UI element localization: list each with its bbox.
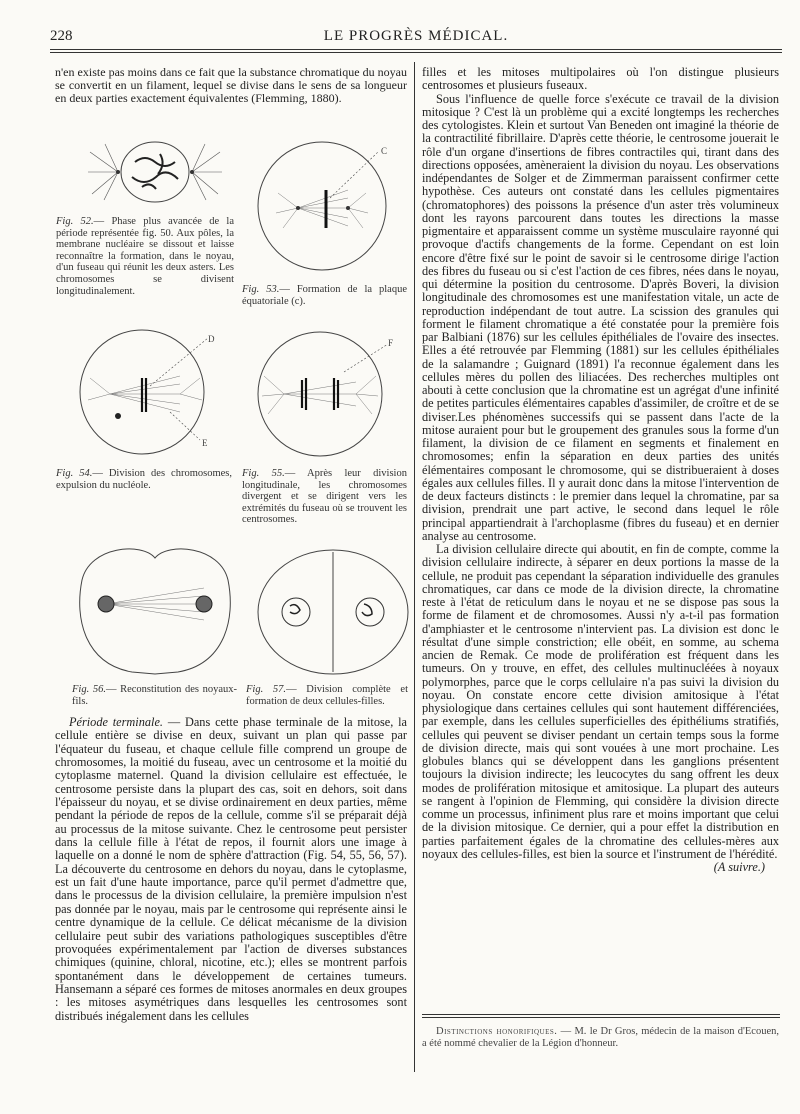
figure-57-label: Fig. 57. [246, 684, 287, 695]
figure-53-letter: C [381, 146, 388, 156]
header-rule [50, 49, 782, 50]
figure-55-caption [242, 468, 407, 526]
header-rule-thin [50, 52, 782, 53]
left-intro-text [55, 66, 407, 106]
right-paragraph-1: filles et les mitoses multipolaires où l'on distingue plusieurs centrosomes et plusieurs fuseaux. [422, 65, 779, 93]
running-title: LE PROGRÈS MÉDICAL. [323, 28, 509, 44]
figure-52-caption [56, 216, 234, 297]
figure-52 [80, 132, 230, 212]
figure-52-drawing [80, 132, 230, 212]
footnote-rule [422, 1014, 780, 1015]
right-paragraph-2: Sous l'influence de quelle force s'exécute ce travail de la division mitosique ? C'est là un problème qui a excité longtemps les recherches des cytologistes. Klein et surtout Van Beneden ont imaginé la théorie de la contractilité fibrillaire. D'après cette théorie, le centrosome jouerait le rôle d'un organe d'insertions de fibres contractiles qui, tirant dans des directions opposées, amèneraient la division du noyau. Les observations indépendantes de Solger et de Zimmerman paraissent confirmer cette hypothèse. Ces auteurs ont constaté dans les cellules pigmentaires (chromatophores) des poissons la présence d'un aster très volumineux dont les rayons parcourent dans toutes les directions la masse pigmentaire et apparaissent comme un système musculaire rayonné qui provoque d'actifs changements de la forme. Cependant on est loin encore d'être fixé sur le point de savoir si le centrosome dirige l'action des fibres du fuseau ou si c'est l'action de ces fibres, nées dans le noyau, qui détermine la position du centrosome. D'après Boveri, la division longitudinale des chromosomes est une manifestation vitale, un acte de reproduction indépendant de tout autre. La scission des granules qui forment le filament chromatique a été constatée pour la première fois par Balbiani (1876) sur les cellules épithéliales de l'ovaire des insectes. Elles a été retrouvée par Flemming (1881) sur les cellules épithéliales de la salamandre ; Guignard (1891) l'a reconnue également dans les cellules mères du pollen des liliacées. Des recherches multiples ont abouti à cette conclusion que la chromatine est un agrégat d'une infinité de petites particules élémentaires capables d'assimiler, de croître et de se diviser.Les phénomènes successifs qui se passent dans l'acte de la mitose auraient pour but le groupement des granules sous la forme d'un filament, la division de ce filament en segments et finalement en chromosomes; enfin la séparation en deux parties des unités élémentaires composant le chromosome, qui se distribueraient à doses égales aux cellules filles. Il y aurait donc dans la mitose l'intervention de de deux facteurs distincts : le premier dans lequel la chromatine, par sa division, prendrait une part active, le second dans lequel le rôle principal appartiendrait à l'archoplasme (fibres du fuseau) et en dernier analyse au centrosome. [422, 91, 780, 543]
section-heading: Période terminale. [69, 715, 163, 729]
figure-53-drawing [238, 138, 398, 278]
figure-55 [244, 328, 404, 460]
right-paragraph-3 [422, 542, 779, 874]
figure-55-label: Fig. 55. [242, 468, 285, 479]
figure-54 [70, 328, 230, 458]
figure-53-text: — Formation de la plaque équatoriale (c). [242, 284, 407, 307]
figure-54-letter-e: E [202, 438, 208, 448]
figure-52-label: Fig. 52. [56, 216, 94, 227]
figure-55-drawing [244, 328, 404, 460]
figure-52-text: — Phase plus avancée de la période représentée fig. 50. Aux pôles, la membrane nucléaire se dissout et laisse reconnaître la formation, dans le noyau, d'un fuseau qui réunit les deux asters. Les chromosomes se divisent longitudinalement. [56, 216, 234, 297]
footnote-rule-thin [422, 1017, 780, 1018]
to-be-continued: (A suivre.) [713, 860, 765, 874]
figure-57-text: — Division complète et formation de deux cellules-filles. [246, 684, 408, 707]
figure-53-caption [242, 284, 407, 307]
right-column-text [422, 66, 779, 874]
page-number: 228 [50, 28, 73, 44]
right-paragraph-3-text: La division cellulaire directe qui aboutit, en fin de compte, comme la division cellulaire indirecte, à séparer en deux portions la masse de la cellule, ne produit pas cependant la séparation individuelle des granules chromatiques, car dans ce mode de la division directe, la chromatine reste à l'état de reticulum dans le noyau et ne se dispose pas sous la forme de filament et de chromosomes. Aussi n'y a-t-il pas formation d'amphiaster et le centrosome n'intervient pas. La division est donc le résultat d'une simple constriction; elle obéit, en somme, au schema ancien de Remak. Ce mode de prolifération est fréquent dans les tumeurs. On y trouve, en effet, des cellules multinucléées à noyaux polymorphes, parce que le corps cellulaire n'a pas suivi la division du noyau. On constate encore cette division amitosique à l'état physiologique dans certaines cellules qui sont hautement différenciées, par exemple, dans les cellules superficielles des épithéliums stratifiés, cellules qui peuvent se diviser pendant un certain temps sous la forme de division directe, mais qui sont vouées à une mort prochaine. Les globules blancs qui se développent dans les ganglions présentent toujours la division indirecte; les leucocytes du sang offrent les deux modes de prolifération mitosique et amitosique. La plupart des auteurs se rangent à l'opinion de Flemming, qui considère la division directe comme un processus, infiniment plus rare et moins important que celui de la division mitosique. Ce dernier, qui a pour effet la distribution en parties parfaitement égales de la chromatine des cellules-mères aux noyaux des cellules-filles, est bien la source et l'instrument de l'hérédité. [422, 542, 779, 861]
left-bottom-text [55, 716, 407, 1023]
figure-54-letter-d: D [208, 334, 215, 344]
figure-56-caption [72, 684, 237, 707]
periode-terminale-paragraph [55, 716, 407, 1023]
figure-55-text: — Après leur division longitudinale, les chromosomes divergent et se dirigent vers les extrémités du fuseau où se trouvent les centrosomes. [242, 468, 407, 526]
footnote-heading: Distinctions honorifiques. [436, 1026, 558, 1037]
figure-54-text: — Division des chromosomes, expulsion du nucléole. [56, 468, 232, 491]
footnote [422, 1026, 779, 1050]
figure-56-label: Fig. 56. [72, 684, 106, 695]
figure-55-letter: F [388, 338, 394, 348]
figure-53-label: Fig. 53. [242, 284, 280, 295]
figure-56-drawing [72, 540, 238, 680]
figure-54-drawing [70, 328, 230, 458]
footnote-text: — M. le Dr Gros, médecin de la maison d'Ecouen, a été nommé chevalier de la Légion d'honneur. [422, 1026, 779, 1049]
running-header [50, 28, 782, 46]
figure-54-caption [56, 468, 232, 491]
figure-57-drawing [250, 540, 416, 680]
figure-56-text: — Reconstitution des noyaux-fils. [72, 684, 237, 707]
footnote-paragraph [422, 1026, 779, 1050]
figure-56 [72, 540, 238, 680]
figure-54-label: Fig. 54. [56, 468, 93, 479]
intro-paragraph: n'en existe pas moins dans ce fait que la substance chromatique du noyau se convertit en un filament, lequel se divise dans le sens de sa longueur en deux parties exactement équivalentes (Flemming, 1880). [55, 65, 407, 106]
figure-57 [250, 540, 416, 680]
figure-57-caption [246, 684, 408, 707]
figure-53 [238, 138, 398, 278]
section-body: — Dans cette phase terminale de la mitose, la cellule entière se divise en deux, suivant un plan qui passe par l'équateur du fuseau, et chaque cellule fille comprend un groupe de chromosomes, la moitié du fuseau, avec un centrosome et la moitié du cytoplasme maternel. Quand la division cellulaire est effectuée, le centrosome persiste dans la plupart des cas, soit en dehors, soit dans l'épaisseur du noyau, et se divise ordinairement en deux parties, même pendant la période de repos de la cellule, comme s'il se préparait déjà au processus de la mitose suivante. Chez le centrosome peut persister dans la cellule fille à l'état de repos, il fournit alors une image à laquelle on a donné le nom de sphère d'attraction (Fig. 54, 55, 56, 57). La découverte du centrosome en dehors du noyau, dans le cytoplasme, est un fait d'une haute importance, parce qu'il permet d'admettre que, dans le processus de la division cellulaire, la première impulsion n'est pas donnée par le noyau, mais par le centrosome qui représente ainsi le centre dynamique de la cellule. Ce délicat mécanisme de la division cellulaire peut subir des variations pathologiques susceptibles d'être provoquées expérimentalement par l'action de diverses substances chimiques (quinine, chloral, nicotine, etc.); elles se montrent parfois spontanément dans le développement de certaines tumeurs. Hansemann a séparé ces formes de mitoses anormales en deux groupes : les mitoses asymétriques dans lesquelles les centrosomes sont distribués inégalement dans les cellules [55, 715, 408, 1023]
